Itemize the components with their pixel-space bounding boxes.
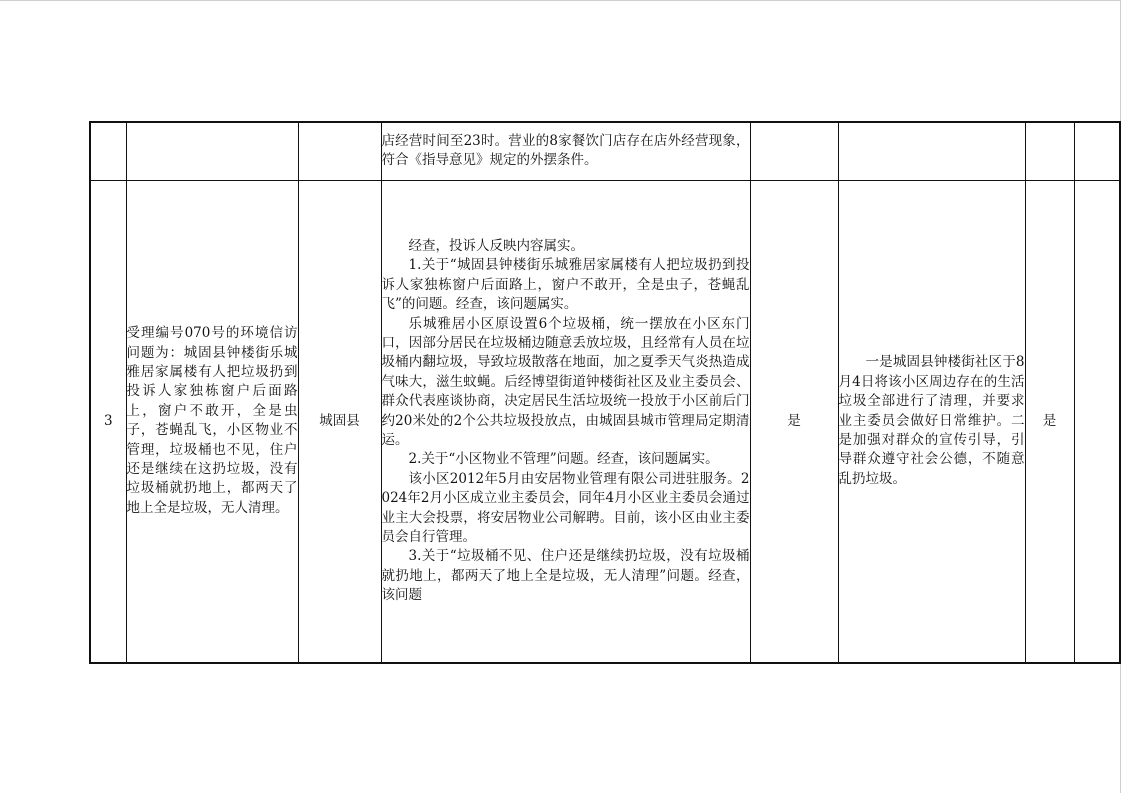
- table-row-continued: [90, 122, 1120, 180]
- measures-cell: [838, 122, 1025, 180]
- measures-text: 一是城固县钟楼街社区于8月4日将该小区周边存在的生活垃圾全部进行了清理，并要求业主委员会做好日常维护。二是加强对群众的宣传引导，引导群众遵守社会公德，不随意乱扔垃圾。: [838, 354, 1025, 487]
- row-number-cell: [90, 122, 126, 180]
- county-cell: 城固县: [298, 180, 381, 663]
- result-paragraph: 乐城雅居小区原设置6个垃圾桶，统一摆放在小区东门口，因部分居民在垃圾桶边随意丢放垃圾，且经常有人员在垃圾桶内翻垃圾，导致垃圾散落在地面，加之夏季天气炎热造成气味大，滋生蚊蝇。后经博望街道钟楼街社区及业主委员会、群众代表座谈协商，决定居民生活垃圾统一投放于小区前后门约20米处的2个公共垃圾投放点，由城固县城市管理局定期清运。: [381, 315, 750, 448]
- completed-cell: [1025, 122, 1074, 180]
- issue-text: 受理编号070号的环境信访问题为：城固县钟楼街乐城雅居家属楼有人把垃圾扔到投诉人家独栋窗户后面路上，窗户不敢开，全是虫子，苍蝇乱飞，小区物业不管理，垃圾桶也不见，住户还是继续在这扔垃圾，没有垃圾桶就扔地上，都两天了地上全是垃圾，无人清理。: [126, 325, 298, 516]
- is-true-cell: 是: [750, 180, 838, 663]
- remarks-cell: [1074, 122, 1120, 180]
- result-paragraph: 店经营时间至23时。营业的8家餐饮门店存在店外经营现象，符合《指导意见》规定的外摆条件。: [381, 132, 750, 169]
- result-paragraph: 2.关于“小区物业不管理”问题。经查，该问题属实。: [408, 451, 719, 468]
- remarks-cell: [1074, 180, 1120, 663]
- investigation-result-cell: [381, 122, 750, 180]
- result-paragraph: 3.关于“垃圾桶不见、住户还是继续扔垃圾，没有垃圾桶就扔地上，都两天了地上全是垃圾，无人清理”问题。经查，该问题: [381, 548, 750, 604]
- table-row-3: [90, 180, 1120, 663]
- completed-cell: 是: [1025, 180, 1074, 663]
- issue-cell: [126, 180, 298, 663]
- investigation-result-cell: [381, 180, 750, 663]
- county-cell: [298, 122, 381, 180]
- measures-cell: [838, 180, 1025, 663]
- row-number-cell: 3: [90, 180, 126, 663]
- page-top-rule: [0, 0, 1121, 1]
- complaint-table: [89, 121, 1121, 664]
- result-paragraph: 经查，投诉人反映内容属实。: [408, 237, 584, 254]
- is-true-cell: [750, 122, 838, 180]
- issue-cell: [126, 122, 298, 180]
- result-paragraph: 该小区2012年5月由安居物业管理有限公司进驻服务。2024年2月小区成立业主委员会，同年4月小区业主委员会通过业主大会投票，将安居物业公司解聘。目前，该小区由业主委员会自行管理。: [381, 470, 750, 545]
- result-paragraph: 1.关于“城固县钟楼街乐城雅居家属楼有人把垃圾扔到投诉人家独栋窗户后面路上，窗户不敢开，全是虫子，苍蝇乱飞”的问题。经查，该问题属实。: [381, 257, 750, 313]
